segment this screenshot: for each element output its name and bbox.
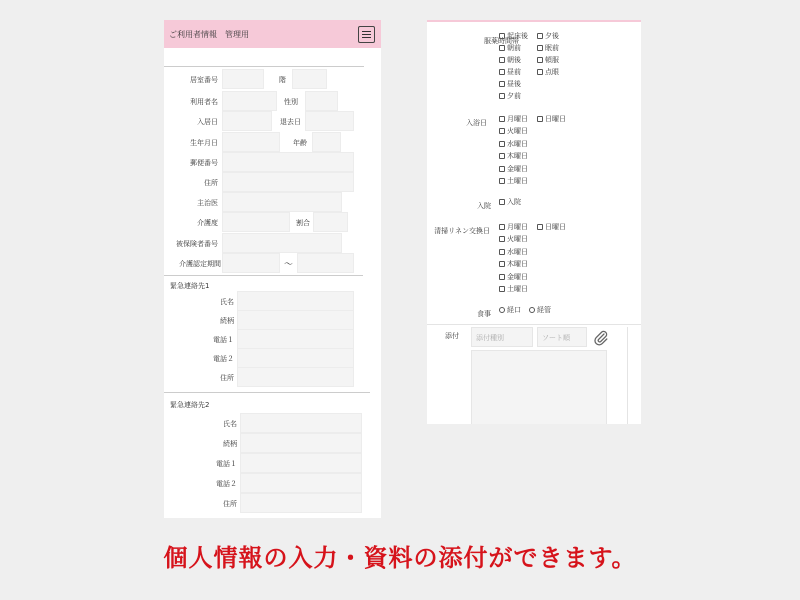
move-out-label: 退去日: [280, 118, 301, 126]
room-number-label: 居室番号: [190, 76, 218, 84]
checkbox-after-breakfast[interactable]: 朝後: [499, 55, 521, 65]
move-out-input[interactable]: [305, 111, 354, 131]
linen-day-mon[interactable]: 月曜日: [499, 222, 528, 232]
checkbox-wake[interactable]: 起床後: [499, 31, 528, 41]
checkbox-before-dinner[interactable]: 夕前: [499, 91, 521, 101]
bath-day-mon[interactable]: 月曜日: [499, 114, 528, 124]
checkbox-before-breakfast[interactable]: 朝前: [499, 43, 521, 53]
bath-day-label: 入浴日: [466, 119, 487, 127]
emergency1-address-label: 住所: [220, 374, 234, 382]
linen-day-sat[interactable]: 土曜日: [499, 284, 528, 294]
cert-period-start-input[interactable]: [222, 253, 280, 273]
emergency2-phone1-label: 電話１: [216, 460, 237, 468]
attachment-label: 添付: [445, 332, 459, 340]
emergency1-name-input[interactable]: [237, 291, 354, 311]
user-name-input[interactable]: [222, 91, 277, 111]
birthday-label: 生年月日: [190, 139, 218, 147]
divider: [427, 324, 641, 325]
emergency2-address-input[interactable]: [240, 493, 362, 513]
postal-code-label: 郵便番号: [190, 159, 218, 167]
emergency2-phone2-input[interactable]: [240, 473, 362, 493]
hospitalized-label: 入院: [477, 202, 491, 210]
hamburger-menu-icon[interactable]: [358, 26, 375, 43]
linen-day-wed[interactable]: 水曜日: [499, 247, 528, 257]
meal-label: 食事: [477, 310, 491, 318]
insured-number-label: 被保険者番号: [176, 240, 218, 248]
app-header: [164, 20, 381, 48]
divider: [164, 275, 363, 276]
bath-day-sun[interactable]: 日曜日: [537, 114, 566, 124]
emergency2-name-input[interactable]: [240, 413, 362, 433]
user-info-form-panel-continued: [427, 20, 641, 424]
bath-day-tue[interactable]: 火曜日: [499, 126, 528, 136]
emergency1-phone1-input[interactable]: [237, 329, 354, 349]
linen-day-fri[interactable]: 金曜日: [499, 272, 528, 282]
emergency1-address-input[interactable]: [237, 367, 354, 387]
tilde-separator: 〜: [284, 260, 294, 270]
emergency2-relation-label: 続柄: [223, 440, 237, 448]
meal-oral-radio[interactable]: 経口: [499, 305, 521, 315]
checkbox-after-dinner[interactable]: 夕後: [537, 31, 559, 41]
doctor-input[interactable]: [222, 192, 342, 212]
bath-day-sat[interactable]: 土曜日: [499, 176, 528, 186]
age-label: 年齢: [293, 139, 307, 147]
gender-label: 性別: [284, 98, 298, 106]
care-level-label: 介護度: [197, 219, 218, 227]
emergency-contact-1-title: 緊急連絡先1: [170, 282, 210, 290]
user-info-form-panel: [164, 20, 381, 518]
emergency2-address-label: 住所: [223, 500, 237, 508]
birthday-input[interactable]: [222, 132, 280, 152]
emergency2-phone2-label: 電話２: [216, 480, 237, 488]
care-level-input[interactable]: [222, 212, 290, 232]
divider: [164, 392, 370, 393]
checkbox-after-lunch[interactable]: 昼後: [499, 79, 521, 89]
attachment-type-input[interactable]: 添付種別: [471, 327, 533, 347]
cert-period-end-input[interactable]: [297, 253, 354, 273]
emergency1-relation-label: 続柄: [220, 317, 234, 325]
emergency2-relation-input[interactable]: [240, 433, 362, 453]
emergency2-name-label: 氏名: [223, 420, 237, 428]
linen-change-day-label: 清掃リネン交換日: [434, 227, 490, 235]
divider: [164, 66, 364, 67]
bath-day-thu[interactable]: 木曜日: [499, 151, 528, 161]
paperclip-icon[interactable]: [593, 330, 609, 346]
linen-day-tue[interactable]: 火曜日: [499, 234, 528, 244]
move-in-label: 入居日: [197, 118, 218, 126]
postal-code-input[interactable]: [222, 152, 354, 172]
emergency1-name-label: 氏名: [220, 298, 234, 306]
emergency1-phone2-label: 電話２: [213, 355, 234, 363]
checkbox-before-sleep[interactable]: 眠前: [537, 43, 559, 53]
room-number-input[interactable]: [222, 69, 264, 89]
ratio-input[interactable]: [313, 212, 348, 232]
checkbox-eye-drops[interactable]: 点眼: [537, 67, 559, 77]
medication-time-label: 服薬時間帯: [484, 37, 519, 45]
gender-input[interactable]: [305, 91, 338, 111]
user-name-label: 利用者名: [190, 98, 218, 106]
floor-label: 階: [279, 76, 286, 84]
emergency1-phone2-input[interactable]: [237, 348, 354, 368]
linen-day-thu[interactable]: 木曜日: [499, 259, 528, 269]
floor-input[interactable]: [292, 69, 327, 89]
move-in-input[interactable]: [222, 111, 272, 131]
linen-day-sun[interactable]: 日曜日: [537, 222, 566, 232]
bath-day-wed[interactable]: 水曜日: [499, 139, 528, 149]
bath-day-fri[interactable]: 金曜日: [499, 164, 528, 174]
emergency1-relation-input[interactable]: [237, 310, 354, 330]
age-input[interactable]: [312, 132, 341, 152]
divider: [627, 327, 628, 424]
insured-number-input[interactable]: [222, 233, 342, 253]
ratio-label: 割合: [296, 219, 310, 227]
doctor-label: 主治医: [197, 199, 218, 207]
sort-order-input[interactable]: ソート順: [537, 327, 587, 347]
meal-tube-radio[interactable]: 経管: [529, 305, 551, 315]
emergency2-phone1-input[interactable]: [240, 453, 362, 473]
emergency-contact-2-title: 緊急連絡先2: [170, 401, 210, 409]
caption-text: 個人情報の入力・資料の添付ができます。: [163, 543, 637, 572]
header-title: ご利用者情報 管理用: [169, 29, 249, 39]
checkbox-as-needed[interactable]: 頓服: [537, 55, 559, 65]
address-label: 住所: [204, 179, 218, 187]
checkbox-before-lunch[interactable]: 昼前: [499, 67, 521, 77]
hospitalized-checkbox[interactable]: 入院: [499, 197, 521, 207]
emergency1-phone1-label: 電話１: [213, 336, 234, 344]
care-cert-period-label: 介護認定期間: [179, 260, 221, 268]
attachment-drop-area[interactable]: [471, 350, 607, 424]
address-input[interactable]: [222, 172, 354, 192]
